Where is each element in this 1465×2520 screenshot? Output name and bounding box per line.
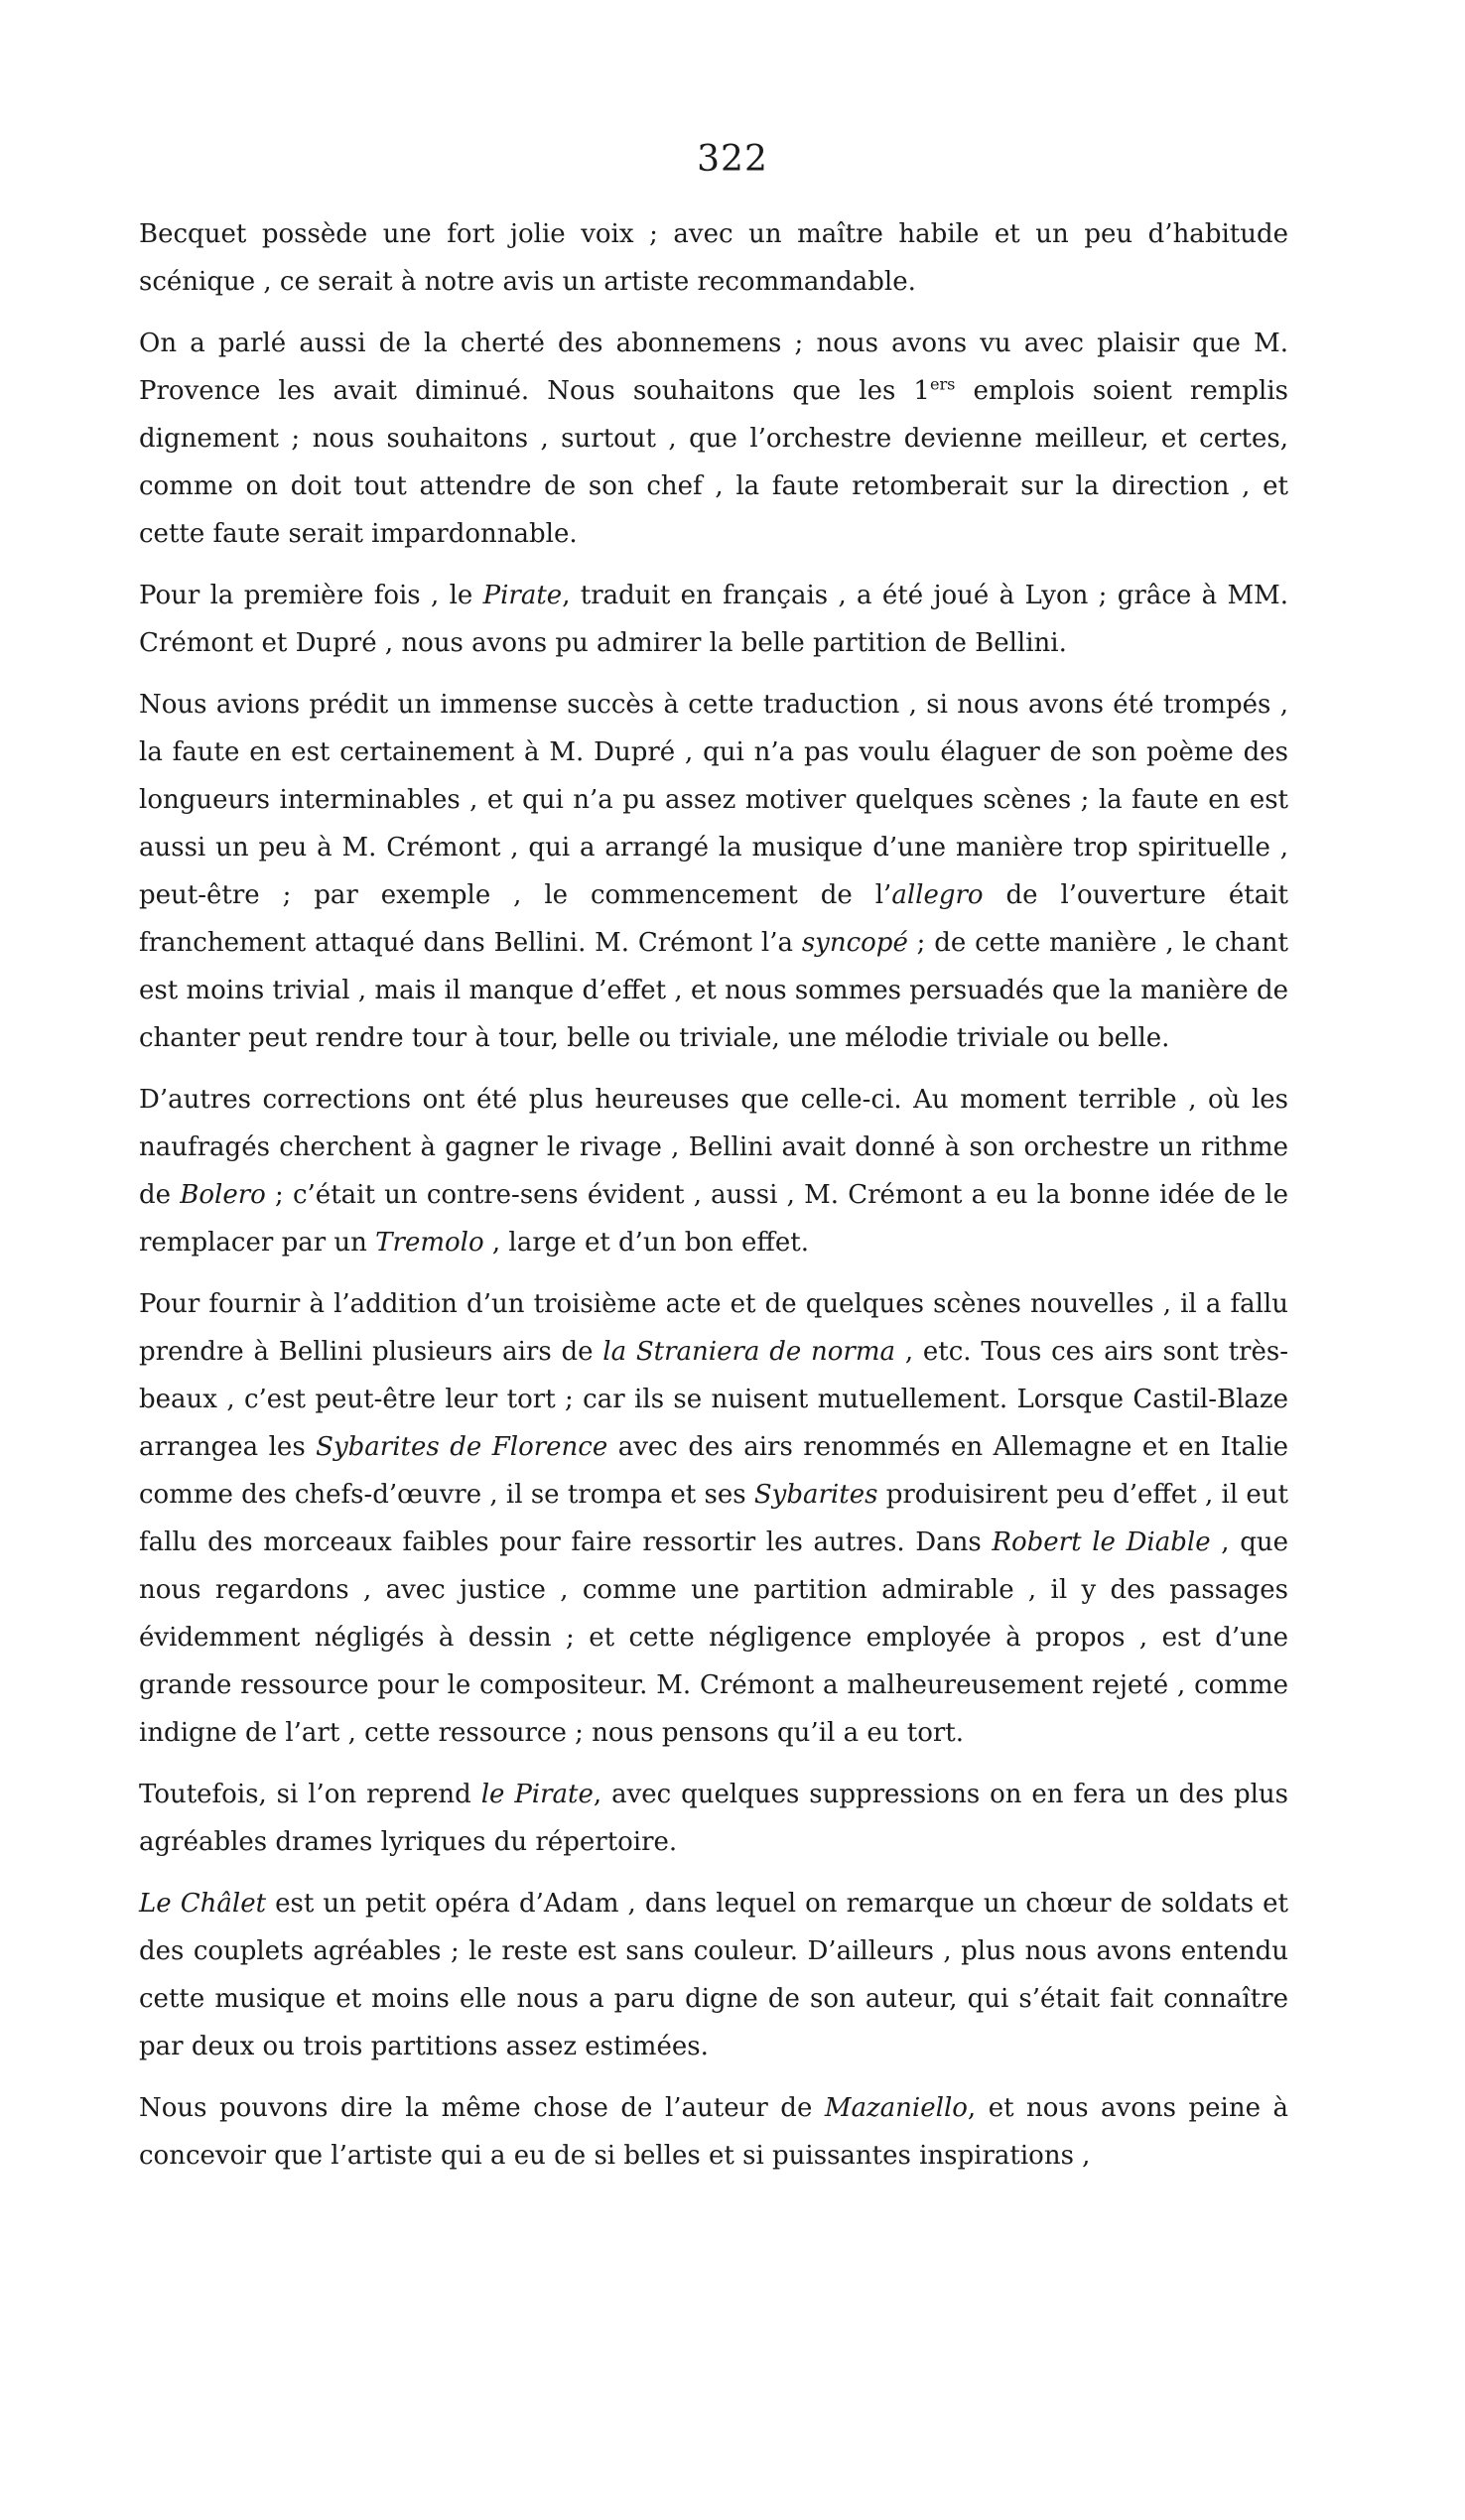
paragraph [139,320,1288,558]
text-run: Pour fournir à l’addition d’un troisième acte et de quelques scènes nouvelles , il a fallu prendre à Bellini plusieurs airs de [139,1289,1288,1367]
text-run: , large et d’un bon effet. [483,1228,809,1258]
paragraph [139,2084,1288,2180]
paragraph [139,1771,1288,1866]
body-text [139,210,1288,2193]
italic-text: Tremolo [375,1228,484,1258]
italic-text: Le Châlet [139,1889,267,1919]
italic-text: le Pirate [480,1780,594,1809]
italic-text: Sybarites [753,1480,878,1510]
paragraph [139,1280,1288,1757]
paragraph [139,681,1288,1062]
text-run: , avec quelques suppressions on en fera un des plus agréables drames lyriques du répertoire. [139,1780,1288,1857]
italic-text: la Straniera de norma [602,1337,896,1367]
text-run: Nous avions prédit un immense succès à cette traduction , si nous avons été trompés , la faute en est certainement à M. Dupré , qui n’a pas voulu élaguer de son poème des longueurs interminables , et qui n’a pu assez motiver quelques scènes ; la faute en est aussi un peu à M. Crémont , qui a arrangé la musique d’une manière trop spirituelle , peut-être ; par exemple , le commencement de l’ [139,690,1288,910]
italic-text: allegro [891,880,984,910]
text-run: emplois soient remplis dignement ; nous souhaitons , surtout , que l’orchestre devienne meilleur, et certes, comme on doit tout attendre de son chef , la faute retomberait sur la direction , et cette faute serait impardonnable. [139,376,1288,549]
superscript-text: ers [929,374,956,394]
italic-text: Mazaniello [824,2093,968,2123]
paragraph [139,572,1288,667]
text-run: ; c’était un contre-sens évident , aussi , M. Crémont a eu la bonne idée de le remplacer par un [139,1180,1289,1258]
italic-text: Sybarites de Florence [316,1432,608,1462]
paragraph [139,210,1288,306]
text-run: , et nous avons peine à concevoir que l’artiste qui a eu de si belles et si puissantes inspirations , [139,2093,1288,2171]
text-run: , que nous regardons , avec justice , comme une partition admirable , il y des passages évidemment négligés à dessin ; et cette négligence employée à propos , est d’une grande ressource pour le compositeur. M. Crémont a malheureusement rejeté , comme indigne de l’art , cette ressource ; nous pensons qu’il a eu tort. [139,1527,1288,1748]
text-run: avec des airs renommés en Allemagne et en Italie comme des chefs-d’œuvre , il se trompa et ses [139,1432,1289,1510]
text-run: D’autres corrections ont été plus heureuses que celle-ci. Au moment terrible , où les naufragés cherchent à gagner le rivage , Bellini avait donné à son orchestre un rithme de [139,1085,1288,1210]
text-run: , traduit en français , a été joué à Lyon ; grâce à MM. Crémont et Dupré , nous avons pu admirer la belle partition de Bellini. [139,581,1288,658]
text-run: de l’ouverture était franchement attaqué dans Bellini. M. Crémont l’a [139,880,1289,958]
paragraph [139,1076,1288,1266]
paragraph [139,1880,1288,2070]
italic-text: Pirate [482,581,563,610]
text-run: est un petit opéra d’Adam , dans lequel on remarque un chœur de soldats et des couplets agréables ; le reste est sans couleur. D’ailleurs , plus nous avons entendu cette musique et moins elle nous a paru digne de son auteur, qui s’était fait connaître par deux ou trois partitions assez estimées. [139,1889,1288,2061]
text-run: Nous pouvons dire la même chose de l’auteur de [139,2093,825,2123]
text-run: Pour la première fois , le [139,581,483,610]
text-run: ; de cette manière , le chant est moins trivial , mais il manque d’effet , et nous sommes persuadés que la manière de chanter peut rendre tour à tour, belle ou triviale, une mélodie triviale ou belle. [139,928,1288,1053]
text-run: On a parlé aussi de la cherté des abonnemens ; nous avons vu avec plaisir que M. Provence les avait diminué. Nous souhaitons que les 1 [139,329,1288,406]
text-run: Toutefois, si l’on reprend [139,1780,481,1809]
text-run: , etc. Tous ces airs sont très-beaux , c’est peut-être leur tort ; car ils se nuisent mutuellement. Lorsque Castil-Blaze arrangea les [139,1337,1288,1462]
text-run: Becquet possède une fort jolie voix ; avec un maître habile et un peu d’habitude scénique , ce serait à notre avis un artiste recommandable. [139,219,1288,297]
italic-text: Robert le Diable [992,1527,1211,1557]
italic-text: syncopé [801,928,908,958]
italic-text: Bolero [180,1180,266,1210]
page-number: 322 [697,139,768,180]
text-run: produisirent peu d’effet , il eut fallu des morceaux faibles pour faire ressortir les autres. Dans [139,1480,1288,1557]
